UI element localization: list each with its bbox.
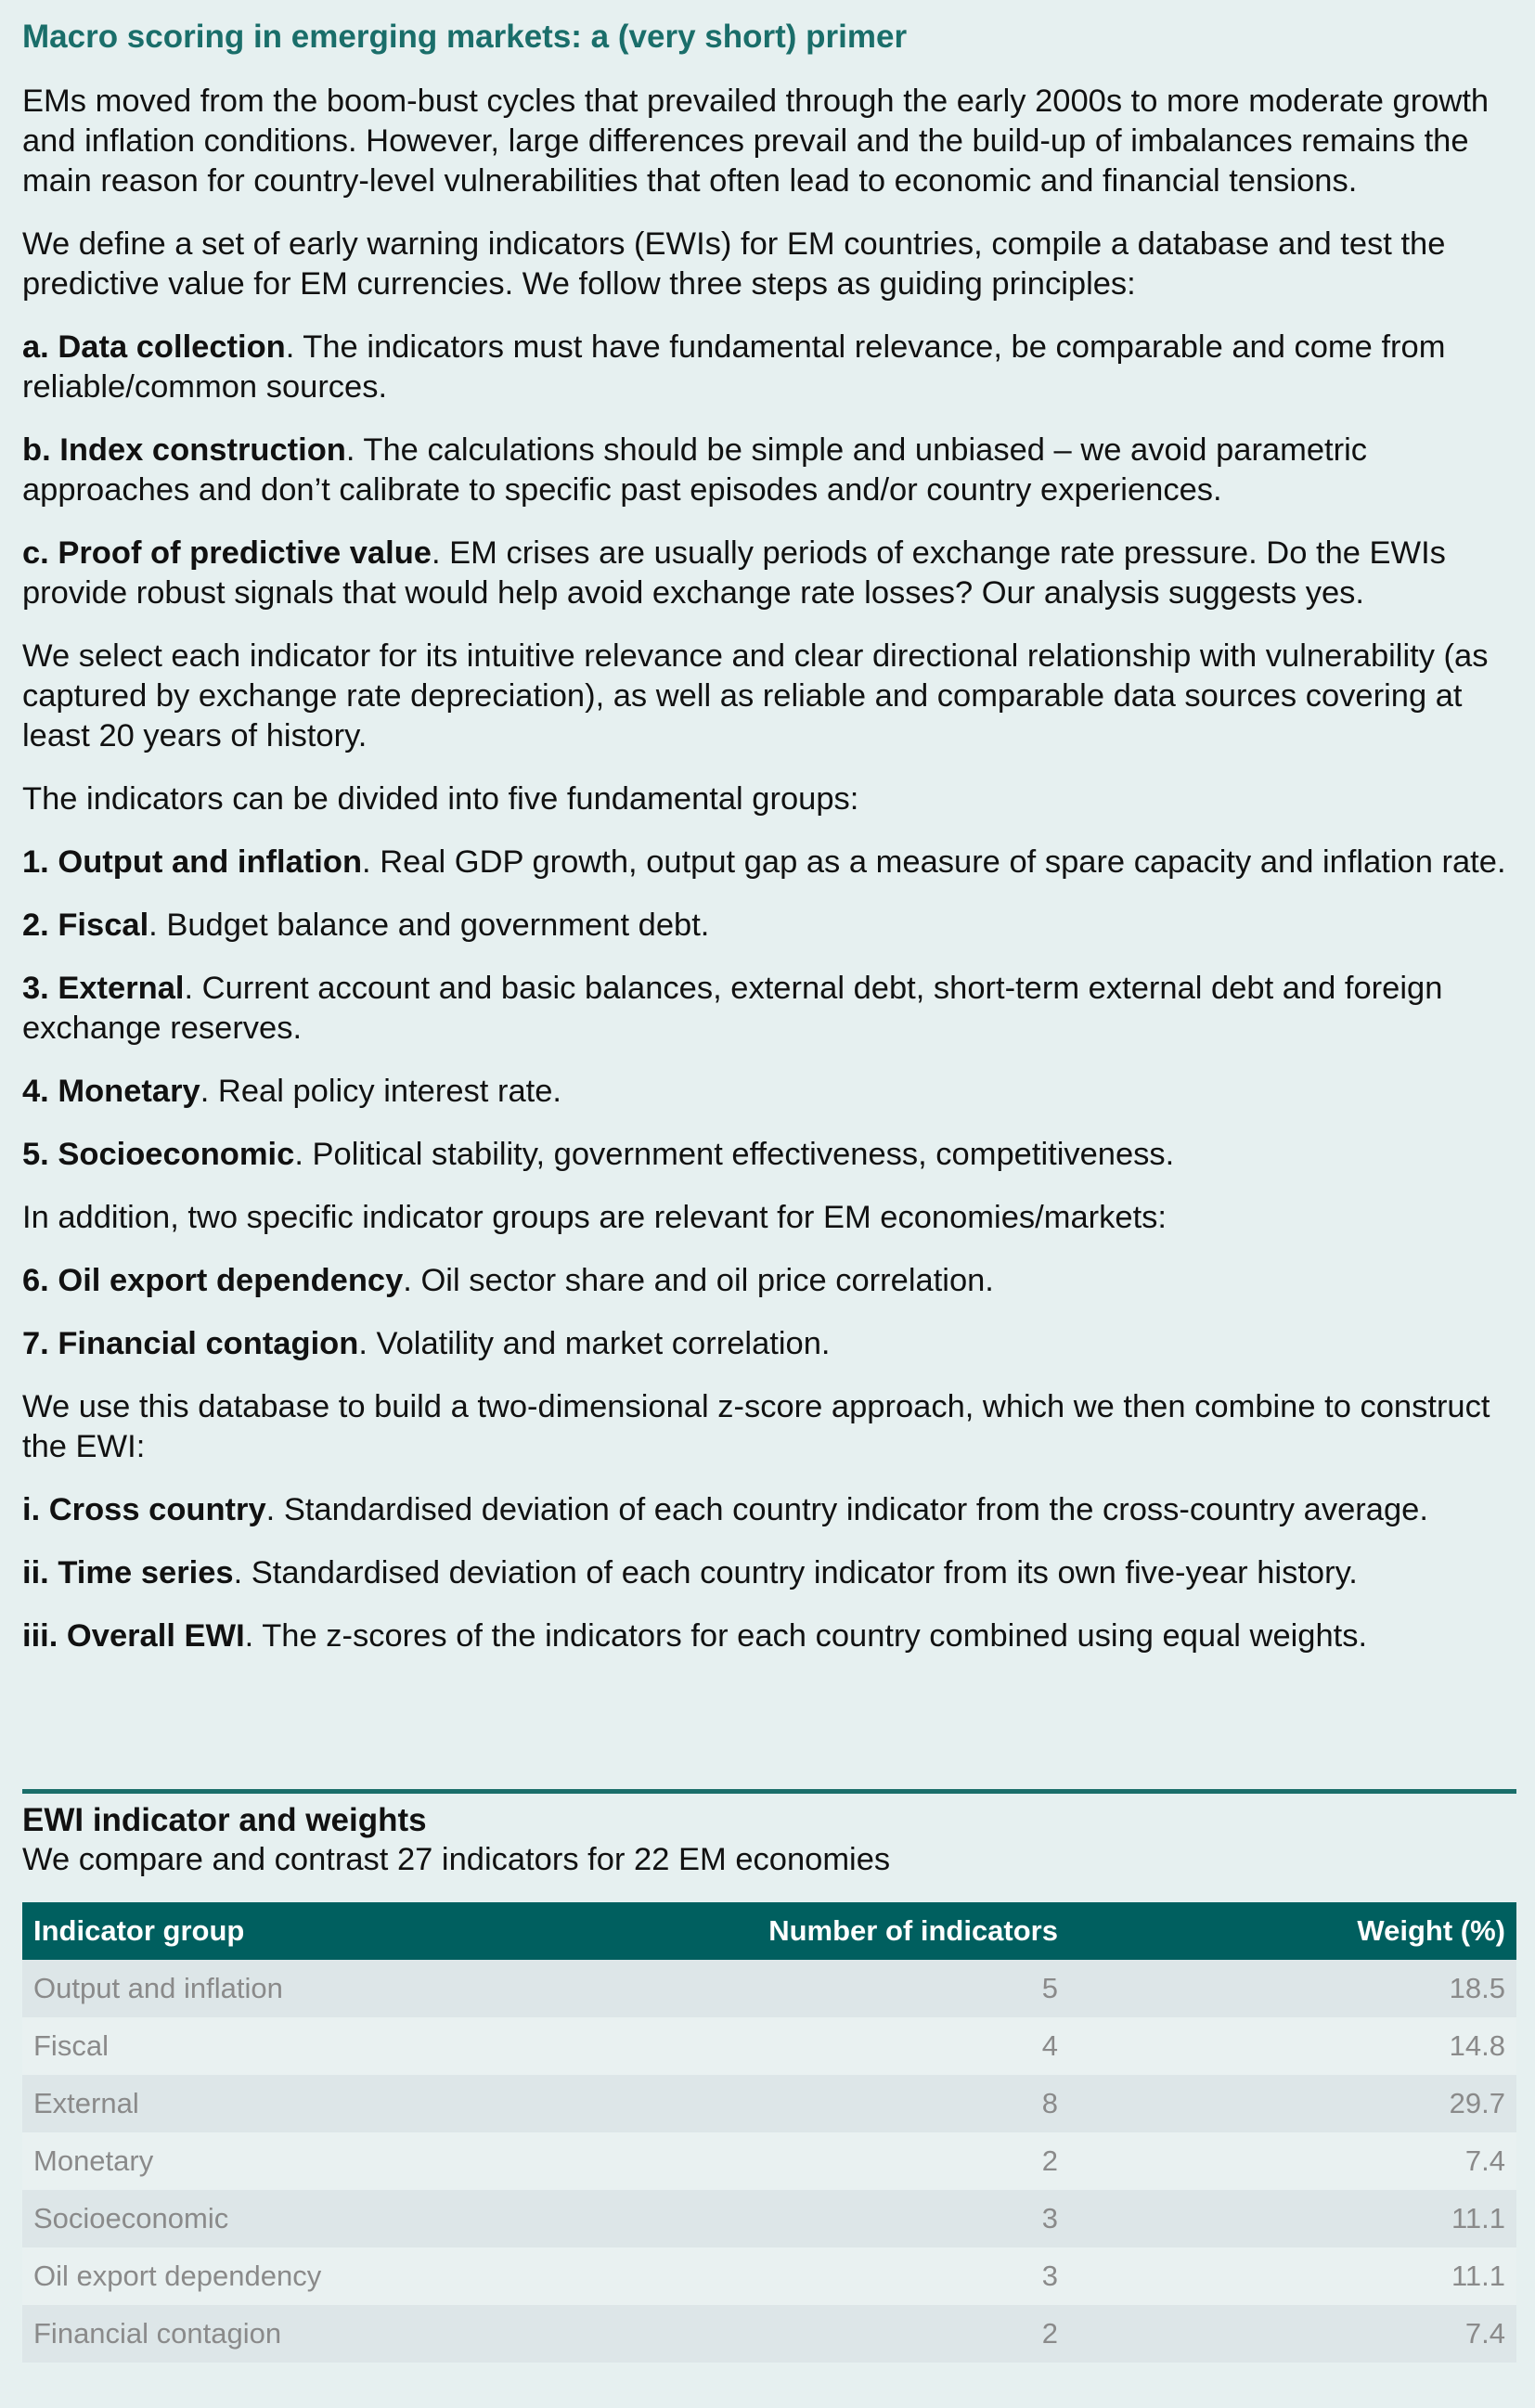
group-text: . Real GDP growth, output gap as a measure of spare capacity and inflation rate. xyxy=(362,844,1506,880)
table-row xyxy=(22,2075,1516,2132)
primer-body xyxy=(22,82,1518,1680)
principle-label: a. Data collection xyxy=(22,329,286,365)
zscore-label: i. Cross country xyxy=(22,1492,266,1527)
zscore-label: iii. Overall EWI xyxy=(22,1618,245,1654)
group-item xyxy=(22,969,1518,1049)
group-text: . Current account and basic balances, external debt, short-term external debt and foreign exchange reserves. xyxy=(22,971,1443,1046)
principle-text: . The calculations should be simple and unbiased – we avoid parametric approaches and don’t calibrate to specific past episodes and/or country experiences. xyxy=(22,432,1368,508)
cell-weight: 11.1 xyxy=(1451,2260,1505,2292)
group-text: . Budget balance and government debt. xyxy=(148,908,710,943)
group-label: 6. Oil export dependency xyxy=(22,1263,404,1298)
cell-number-of-indicators: 5 xyxy=(1041,1972,1058,2004)
cell-number-of-indicators: 8 xyxy=(1041,2087,1058,2119)
group-item xyxy=(22,843,1518,882)
cell-weight: 14.8 xyxy=(1449,2029,1505,2062)
table-title: EWI indicator and weights xyxy=(22,1802,427,1838)
cell-indicator-group: Monetary xyxy=(33,2144,154,2177)
cell-weight: 18.5 xyxy=(1449,1972,1505,2004)
cell-indicator-group: Fiscal xyxy=(33,2029,109,2062)
principle-item xyxy=(22,431,1518,510)
cell-indicator-group: Financial contagion xyxy=(33,2317,282,2350)
group-item xyxy=(22,1324,1518,1364)
group-label: 1. Output and inflation xyxy=(22,844,363,880)
group-item xyxy=(22,1072,1518,1112)
principle-item xyxy=(22,328,1518,407)
zscore-label: ii. Time series xyxy=(22,1555,234,1590)
section-divider xyxy=(22,1789,1516,1794)
ewi-weights-table xyxy=(22,1902,1516,2363)
principle-item xyxy=(22,534,1518,613)
group-text: . Oil sector share and oil price correlation. xyxy=(403,1263,994,1298)
zscore-text: . The z-scores of the indicators for each country combined using equal weights. xyxy=(244,1618,1368,1654)
cell-number-of-indicators: 2 xyxy=(1041,2144,1058,2177)
table-subtitle: We compare and contrast 27 indicators for 22 EM economies xyxy=(22,1842,891,1877)
zscore-item xyxy=(22,1490,1518,1530)
group-text: . Volatility and market correlation. xyxy=(358,1326,831,1361)
group-text: . Real policy interest rate. xyxy=(200,1074,561,1109)
group-text: . Political stability, government effectiveness, competitiveness. xyxy=(294,1137,1175,1172)
cell-weight: 11.1 xyxy=(1451,2202,1505,2234)
cell-number-of-indicators: 3 xyxy=(1041,2202,1058,2234)
page-title: Macro scoring in emerging markets: a (very short) primer xyxy=(22,19,908,55)
groups-intro-paragraph: The indicators can be divided into five fundamental groups: xyxy=(22,781,859,817)
principle-label: b. Index construction xyxy=(22,432,346,468)
ewi-definition-paragraph: We define a set of early warning indicators (EWIs) for EM countries, compile a database and test the predictive value for EM currencies. We follow three steps as guiding principles: xyxy=(22,226,1446,302)
cell-number-of-indicators: 4 xyxy=(1041,2029,1058,2062)
table-row xyxy=(22,2305,1516,2363)
cell-number-of-indicators: 2 xyxy=(1041,2317,1058,2350)
cell-indicator-group: Socioeconomic xyxy=(33,2202,229,2234)
table-row xyxy=(22,2190,1516,2247)
intro-paragraph: EMs moved from the boom-bust cycles that prevailed through the early 2000s to more moderate growth and inflation conditions. However, large differences prevail and the build-up of imbalances remains the main reason for country-level vulnerabilities that often lead to economic and financial tensions. xyxy=(22,84,1490,199)
cell-weight: 29.7 xyxy=(1449,2087,1505,2119)
zscore-item xyxy=(22,1553,1518,1593)
cell-weight: 7.4 xyxy=(1464,2317,1505,2350)
cell-weight: 7.4 xyxy=(1464,2144,1505,2177)
principle-text: . EM crises are usually periods of exchange rate pressure. Do the EWIs provide robust signals that would help avoid exchange rate losses? Our analysis suggests yes. xyxy=(22,535,1446,611)
principle-label: c. Proof of predictive value xyxy=(22,535,432,571)
zscore-text: . Standardised deviation of each country indicator from the cross-country average. xyxy=(265,1492,1428,1527)
group-item xyxy=(22,1261,1518,1301)
table-row xyxy=(22,2247,1516,2305)
zscore-text: . Standardised deviation of each country indicator from its own five-year history. xyxy=(233,1555,1358,1590)
cell-indicator-group: Output and inflation xyxy=(33,1972,283,2004)
principle-text: . The indicators must have fundamental relevance, be comparable and come from reliable/common sources. xyxy=(22,329,1446,405)
table-header-row xyxy=(22,1902,1516,1960)
group-label: 5. Socioeconomic xyxy=(22,1137,295,1172)
column-header-indicator-group: Indicator group xyxy=(33,1914,245,1947)
group-label: 4. Monetary xyxy=(22,1074,200,1109)
zscore-intro-paragraph: We use this database to build a two-dimensional z-score approach, which we then combine to construct the EWI: xyxy=(22,1389,1490,1464)
extra-groups-intro-paragraph: In addition, two specific indicator groups are relevant for EM economies/markets: xyxy=(22,1200,1167,1235)
cell-number-of-indicators: 3 xyxy=(1041,2260,1058,2292)
table-row xyxy=(22,1960,1516,2017)
cell-indicator-group: External xyxy=(33,2087,139,2119)
column-header-number-of-indicators: Number of indicators xyxy=(768,1914,1058,1947)
group-label: 7. Financial contagion xyxy=(22,1326,359,1361)
group-item xyxy=(22,1135,1518,1175)
table-row xyxy=(22,2132,1516,2190)
column-header-weight: Weight (%) xyxy=(1357,1914,1505,1947)
group-label: 2. Fiscal xyxy=(22,908,149,943)
group-label: 3. External xyxy=(22,971,185,1006)
zscore-item xyxy=(22,1616,1518,1656)
group-item xyxy=(22,906,1518,946)
table-row xyxy=(22,2017,1516,2075)
cell-indicator-group: Oil export dependency xyxy=(33,2260,322,2292)
selection-paragraph: We select each indicator for its intuitive relevance and clear directional relationship with vulnerability (as captured by exchange rate depreciation), as well as reliable and comparable data sources covering at least 20 years of history. xyxy=(22,638,1489,753)
